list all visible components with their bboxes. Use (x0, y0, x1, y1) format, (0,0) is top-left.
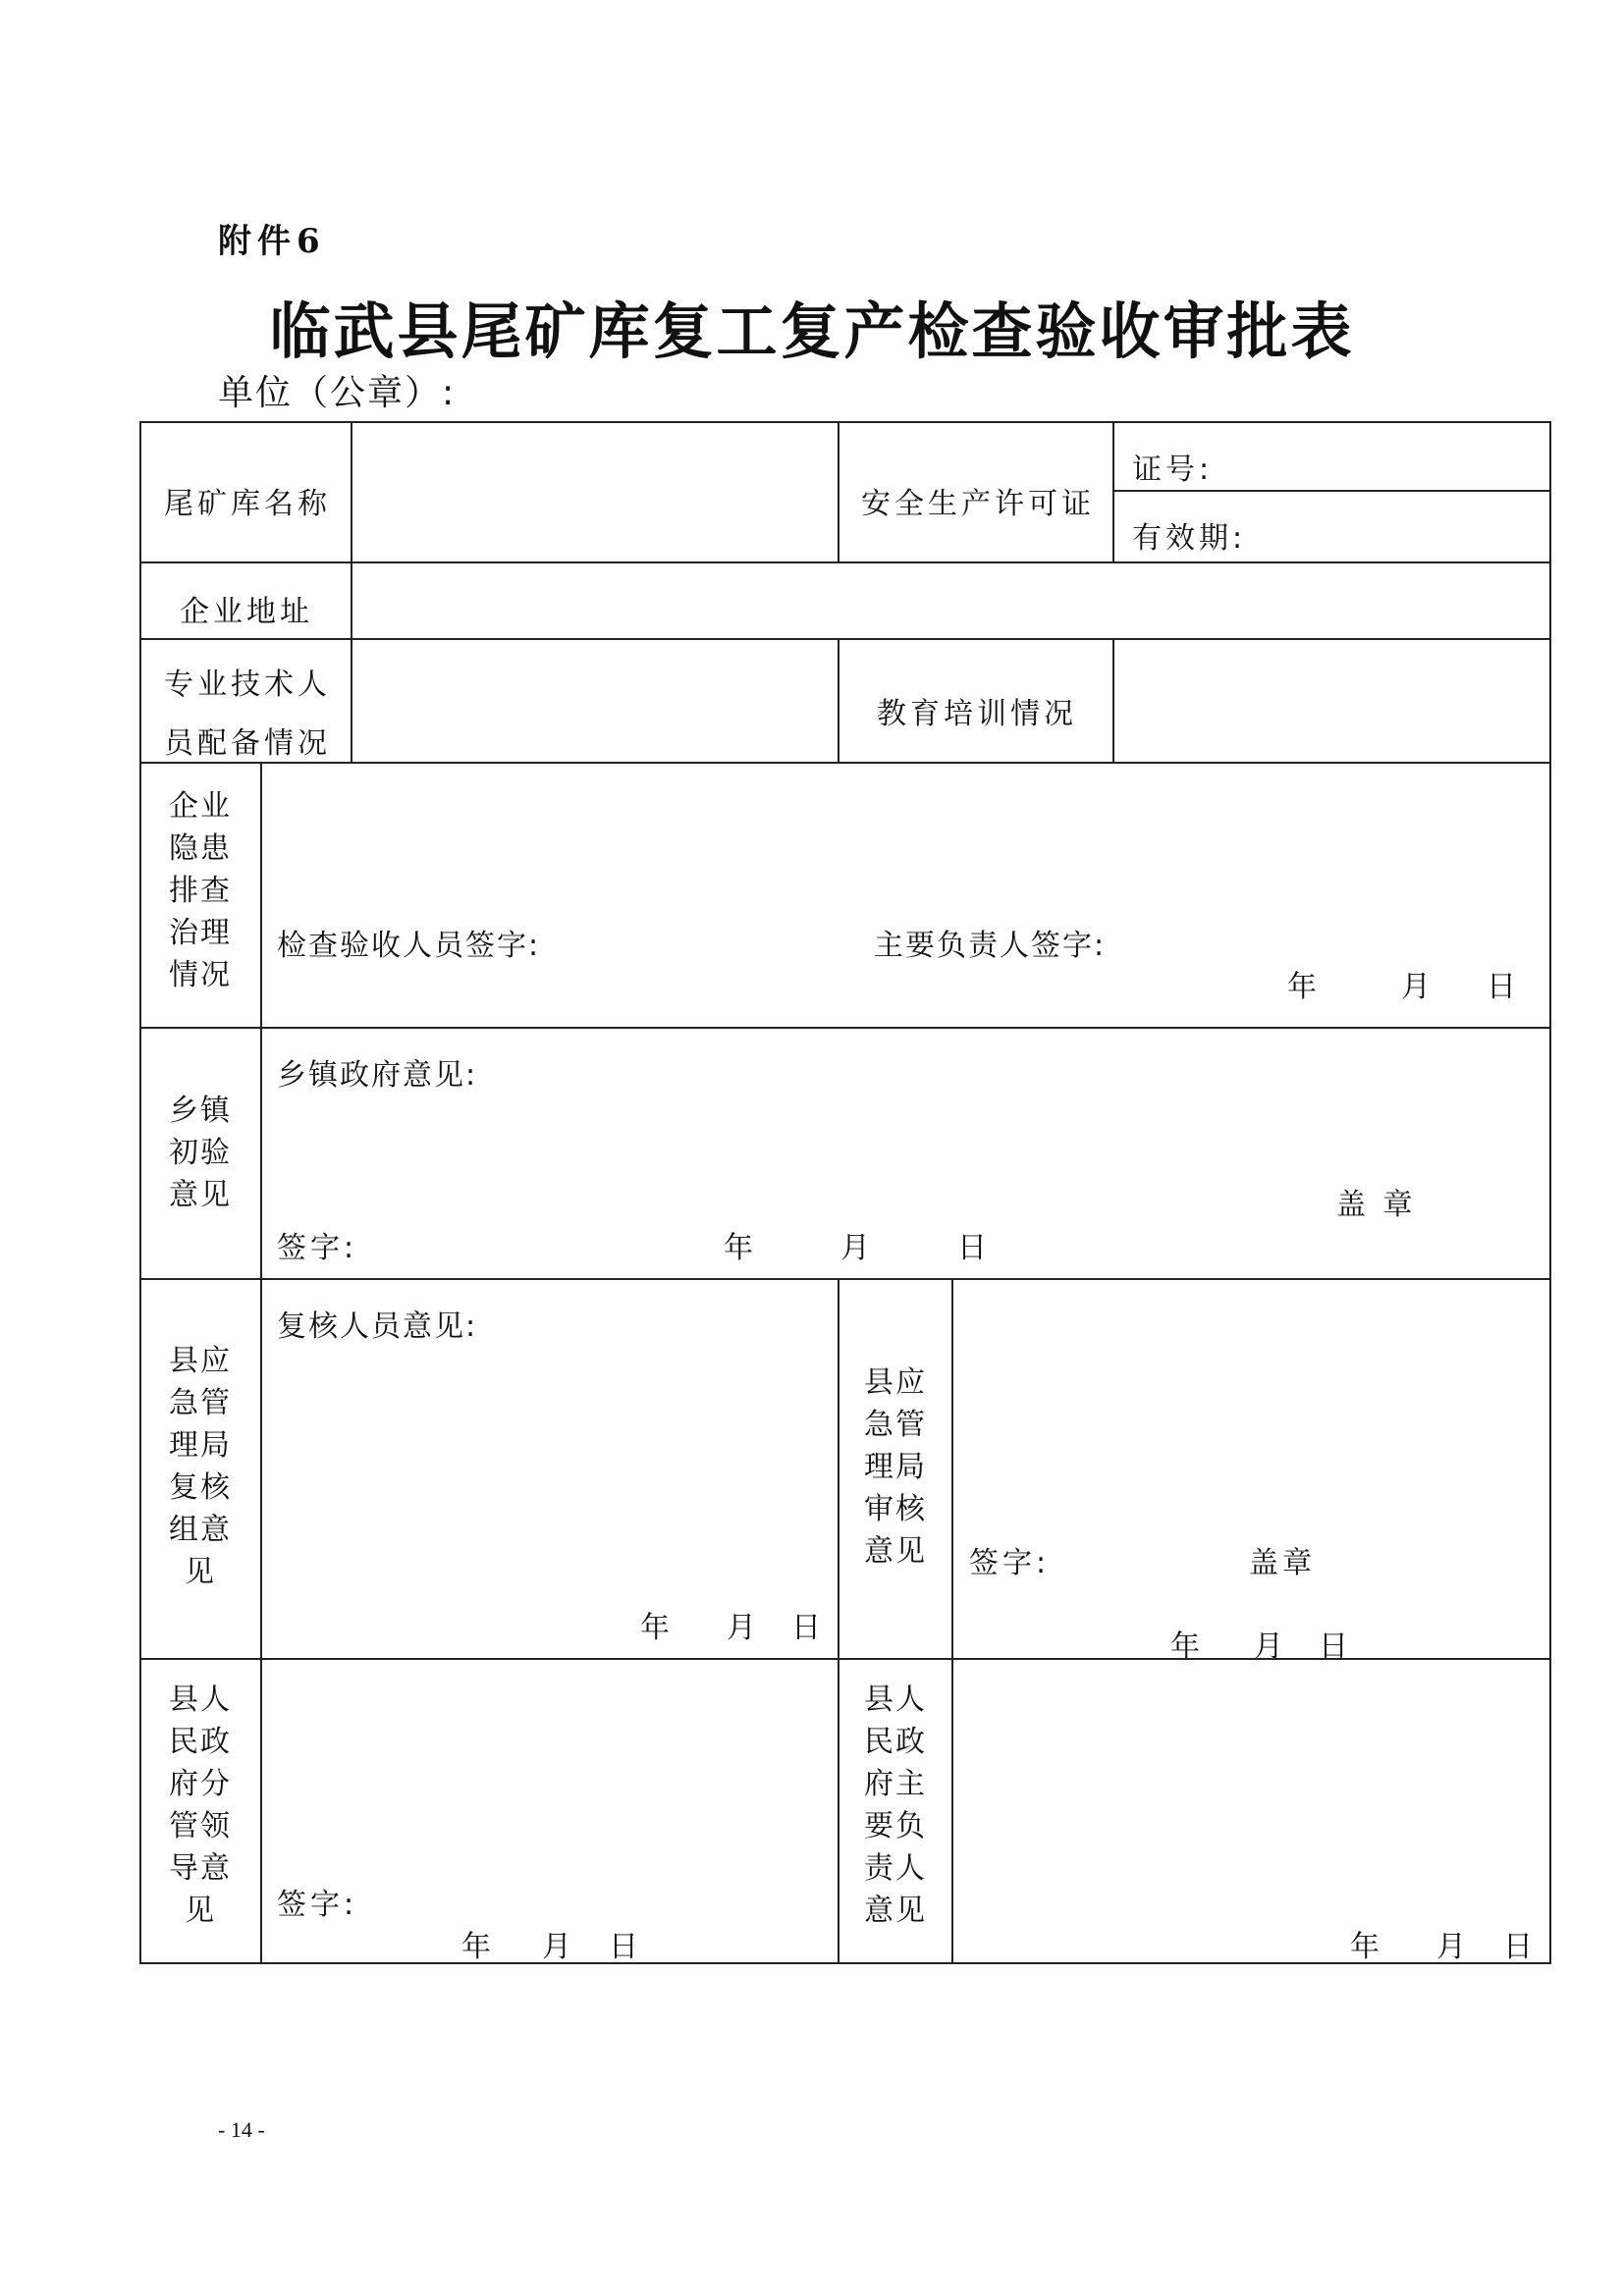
date-month: 月 (1401, 970, 1435, 1004)
date-year: 年 (724, 1231, 757, 1265)
col-divider (838, 1278, 839, 1964)
date-year: 年 (1287, 970, 1321, 1004)
validity-field[interactable] (1267, 492, 1547, 560)
date-day: 日 (1319, 1629, 1352, 1664)
col-divider (1112, 421, 1114, 563)
col-divider (838, 421, 839, 563)
form-title: 临武县尾矿库复工复产检查验收审批表 (269, 295, 1355, 367)
enterprise-address-label: 企业地址 (180, 595, 313, 629)
date-day: 日 (791, 1611, 825, 1645)
training-label: 教育培训情况 (877, 697, 1077, 731)
date-year: 年 (1350, 1930, 1383, 1964)
safety-permit-label: 安全生产许可证 (861, 487, 1095, 521)
col-divider (260, 762, 262, 1964)
staff-field[interactable] (352, 640, 836, 760)
county-principal-leader-label: 县人 民政 府主 要负 责人 意见 (864, 1682, 927, 1928)
date-year: 年 (640, 1611, 674, 1645)
township-review-label: 乡镇 初验 意见 (169, 1094, 232, 1212)
county-deputy-leader-label: 县人 民政 府分 管领 导意 见 (169, 1682, 232, 1928)
attachment-label: 附件6 (218, 222, 326, 261)
county-approval-sign-label: 签字: (969, 1546, 1051, 1580)
col-divider (838, 638, 839, 762)
county-review-group-label: 县应 急管 理局 复核 组意 见 (169, 1344, 232, 1589)
table-border-right (1549, 421, 1551, 1964)
staff-label-line1: 专业技术人 (164, 667, 331, 702)
date-month: 月 (1436, 1930, 1470, 1964)
unit-seal-label: 单位（公章）: (218, 373, 457, 413)
tailings-name-field[interactable] (352, 423, 836, 561)
row-divider (139, 762, 1551, 764)
date-day: 日 (1487, 970, 1520, 1004)
inspector-sign-label: 检查验收人员签字: (277, 929, 541, 963)
row-divider (139, 1278, 1551, 1280)
date-day: 日 (957, 1231, 991, 1265)
county-approval-label: 县应 急管 理局 审核 意见 (864, 1365, 927, 1569)
township-seal-label: 盖 章 (1336, 1188, 1417, 1222)
township-sign-label: 签字: (277, 1231, 358, 1265)
reviewer-opinion-label: 复核人员意见: (277, 1309, 478, 1344)
training-field[interactable] (1114, 640, 1547, 760)
county-approval-seal-label: 盖章 (1249, 1546, 1316, 1580)
page-number: - 14 - (218, 2117, 265, 2142)
date-month: 月 (542, 1930, 575, 1964)
date-day: 日 (609, 1930, 642, 1964)
hazard-check-label: 企业 隐患 排查 治理 情况 (169, 789, 232, 992)
date-month: 月 (727, 1611, 760, 1645)
cert-number-label: 证号: (1132, 453, 1214, 487)
date-month: 月 (1254, 1629, 1287, 1664)
principal-sign-label: 主要负责人签字: (874, 929, 1107, 963)
table-border-bottom (139, 1962, 1551, 1964)
validity-label: 有效期: (1132, 521, 1247, 556)
cert-number-field[interactable] (1237, 423, 1547, 488)
staff-label-line2: 员配备情况 (164, 726, 331, 761)
col-divider (951, 1278, 953, 1964)
date-day: 日 (1503, 1930, 1537, 1964)
row-divider (139, 1027, 1551, 1029)
date-year: 年 (461, 1930, 495, 1964)
deputy-sign-label: 签字: (277, 1888, 358, 1922)
table-border-left (139, 421, 141, 1964)
date-month: 月 (840, 1231, 874, 1265)
tailings-name-label: 尾矿库名称 (164, 487, 331, 521)
enterprise-address-field[interactable] (352, 563, 1547, 636)
date-year: 年 (1170, 1629, 1204, 1664)
township-opinion-label: 乡镇政府意见: (277, 1058, 478, 1093)
